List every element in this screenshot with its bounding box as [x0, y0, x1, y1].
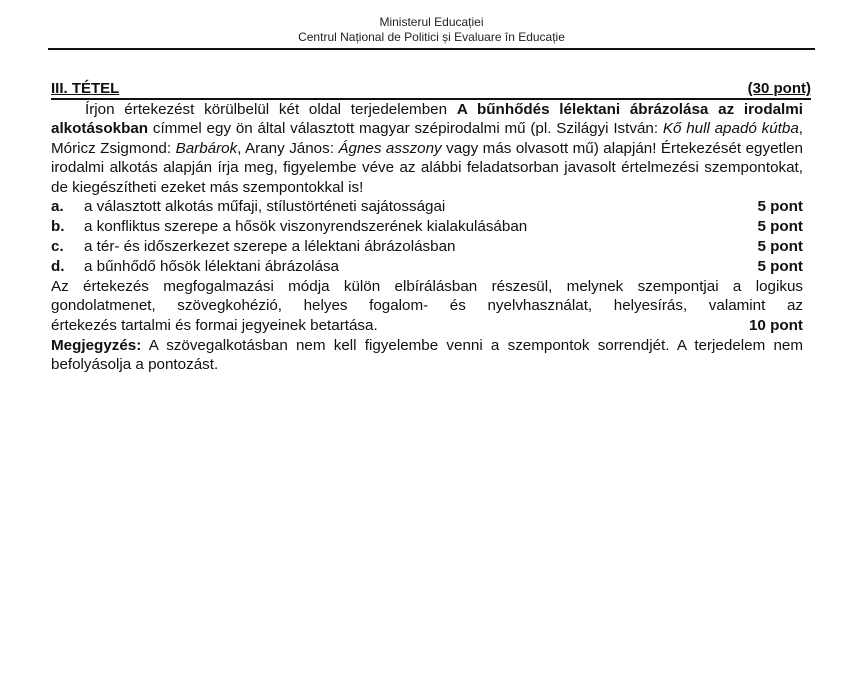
- criterion-letter: b.: [51, 218, 65, 236]
- criterion-item: [51, 257, 803, 277]
- exam-body: [51, 100, 803, 375]
- task-description: [51, 100, 803, 197]
- section-title: III. TÉTEL: [51, 80, 120, 97]
- intro-text-2: címmel egy ön által választott magyar szépirodalmi mű (pl. Szilágyi István:: [148, 120, 663, 138]
- header-ministry: Ministerul Educației: [379, 15, 484, 29]
- criterion-points: 5 pont: [757, 258, 803, 276]
- criterion-text: a tér- és időszerkezet szerepe a lélektani ábrázolásban: [84, 238, 456, 256]
- criterion-item: [51, 237, 803, 257]
- document-header: [48, 15, 815, 45]
- criterion-text: a bűnhődő hősök lélektani ábrázolása: [84, 258, 339, 276]
- work-title-3: Ágnes asszony: [338, 139, 442, 157]
- intro-text-3: , Móricz Zsigmond:: [51, 120, 803, 157]
- criterion-letter: d.: [51, 258, 65, 276]
- intro-text-5: vagy más olvasott mű) alapján! Értekezését egyetlen irodalmi alkotás alapján írja meg, figyelembe véve az alábbi feladatsorban javasolt értelmezési szempontokat, de kiegészítheti ezeket más szempontokkal is!: [51, 139, 804, 196]
- work-title-1: Kő hull apadó kútba: [662, 120, 799, 138]
- criterion-item: [51, 197, 803, 217]
- criterion-letter: c.: [51, 238, 64, 256]
- style-evaluation-last-line: [51, 316, 803, 336]
- note-paragraph: [51, 336, 803, 375]
- criterion-text: a választott alkotás műfaji, stílustörténeti sajátosságai: [84, 198, 446, 216]
- criterion-text: a konfliktus szerepe a hősök viszonyrendszerének kialakulásában: [84, 218, 528, 236]
- style-evaluation-text: Az értekezés megfogalmazási módja külön elbírálásban részesül, melynek szempontjai a logikus gondolatmenet, szövegkohézió, helyes fogalom- és nyelvhasználat, helyesírás, valamint az: [51, 278, 803, 315]
- style-evaluation-points: 10 pont: [748, 316, 803, 334]
- section-points: (30 pont): [747, 80, 811, 97]
- note-label: Megjegyzés:: [51, 336, 142, 354]
- criterion-points: 5 pont: [757, 238, 803, 256]
- criterion-item: [51, 217, 803, 237]
- essay-title: A bűnhődés lélektani ábrázolása az irodalmi alkotásokban: [51, 101, 804, 138]
- style-evaluation-text-end: értekezés tartalmi és formai jegyeinek betartása.: [51, 316, 378, 334]
- intro-text-4: , Arany János:: [237, 139, 339, 157]
- work-title-2: Barbárok: [175, 139, 238, 157]
- criterion-letter: a.: [51, 198, 64, 216]
- criterion-points: 5 pont: [757, 198, 803, 216]
- criterion-points: 5 pont: [757, 218, 803, 236]
- section-heading: [51, 80, 811, 100]
- header-center: Centrul Național de Politici și Evaluare în Educație: [298, 30, 565, 44]
- header-divider: [48, 48, 815, 50]
- note-text: A szövegalkotásban nem kell figyelembe venni a szempontok sorrendjét. A terjedelem nem befolyásolja a pontozást.: [51, 336, 803, 374]
- intro-text-1: Írjon értekezést körülbelül két oldal terjedelemben: [85, 101, 457, 118]
